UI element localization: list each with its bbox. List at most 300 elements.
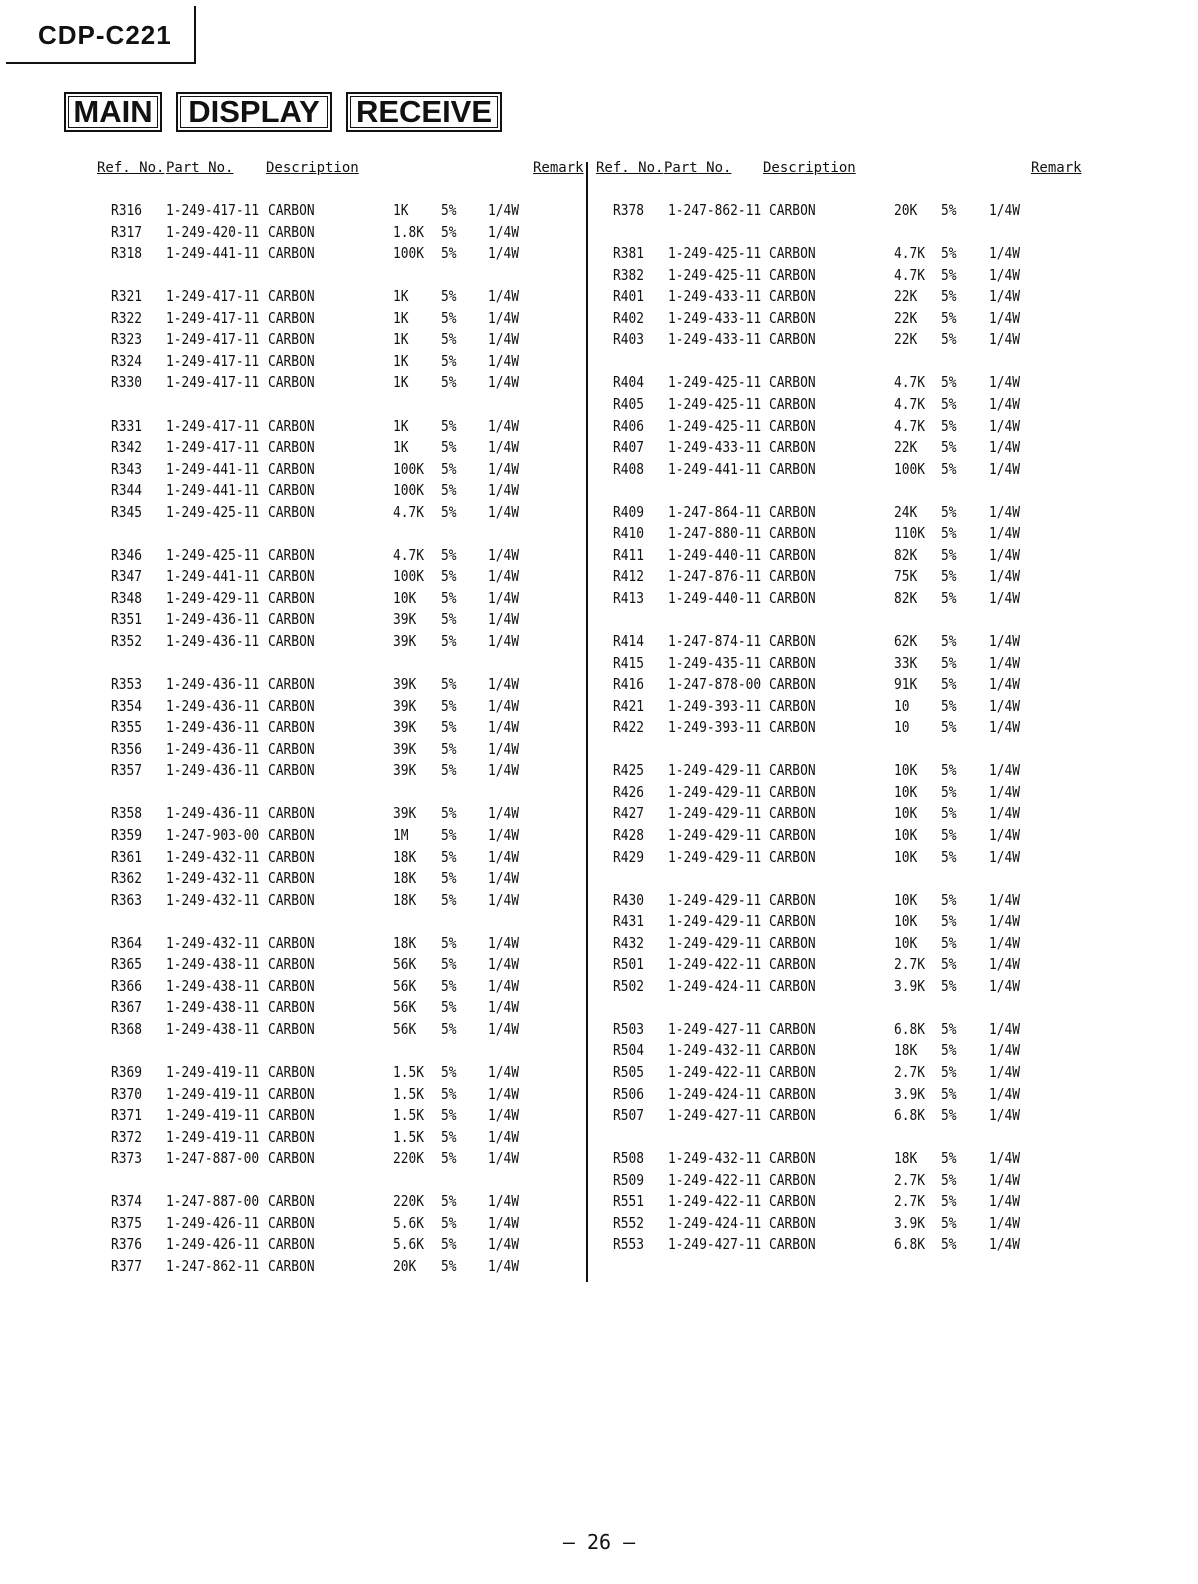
cell-value: 20K [894, 201, 918, 219]
cell-value: 110K [894, 524, 926, 543]
cell-value: 4.7K [894, 394, 926, 413]
cell-rating: 1/4W [989, 1084, 1021, 1103]
cell-rating: 1/4W [488, 588, 520, 607]
cell-part: 1-249-441-11 [166, 459, 260, 478]
cell-value: 10K [393, 588, 417, 607]
cell-desc: CARBON [268, 1019, 315, 1038]
cell-part: 1-249-419-11 [166, 1063, 260, 1081]
cell-ref: R508 [613, 1149, 645, 1168]
cell-part: 1-249-393-11 [668, 696, 762, 715]
cell-rating: 1/4W [989, 696, 1021, 715]
cell-part: 1-249-425-11 [668, 373, 762, 392]
cell-part: 1-249-422-11 [668, 1063, 762, 1081]
cell-rating: 1/4W [989, 330, 1021, 349]
header-description: Description [763, 160, 856, 176]
cell-rating: 1/4W [488, 847, 520, 866]
section-main: MAIN [64, 92, 162, 132]
cell-tol: 5% [941, 502, 957, 521]
cell-rating: 1/4W [989, 933, 1021, 952]
cell-tol: 5% [441, 459, 457, 478]
cell-tol: 5% [441, 308, 457, 327]
cell-tol: 5% [941, 675, 957, 694]
cell-ref: R381 [613, 244, 645, 263]
cell-desc: CARBON [769, 804, 816, 823]
cell-desc: CARBON [769, 933, 816, 952]
cell-value: 18K [393, 847, 417, 866]
cell-rating: 1/4W [989, 502, 1021, 521]
cell-rating: 1/4W [989, 438, 1021, 457]
cell-part: 1-249-427-11 [668, 1106, 762, 1125]
cell-value: 10K [894, 890, 918, 909]
cell-part: 1-249-417-11 [166, 416, 260, 435]
cell-tol: 5% [941, 524, 957, 543]
cell-desc: CARBON [268, 998, 315, 1017]
cell-tol: 5% [941, 201, 957, 219]
cell-tol: 5% [441, 869, 457, 888]
cell-ref: R345 [111, 502, 143, 521]
cell-desc: CARBON [268, 1084, 315, 1103]
header-description: Description [266, 160, 359, 176]
cell-value: 1.5K [393, 1063, 425, 1081]
cell-desc: CARBON [769, 373, 816, 392]
cell-ref: R331 [111, 416, 143, 435]
cell-part: 1-249-425-11 [668, 265, 762, 284]
cell-rating: 1/4W [488, 976, 520, 995]
cell-tol: 5% [941, 265, 957, 284]
cell-rating: 1/4W [989, 1149, 1021, 1168]
cell-ref: R362 [111, 869, 143, 888]
cell-ref: R375 [111, 1213, 143, 1232]
cell-rating: 1/4W [488, 438, 520, 457]
cell-part: 1-249-441-11 [166, 244, 260, 263]
cell-rating: 1/4W [488, 632, 520, 650]
cell-ref: R428 [613, 825, 645, 844]
cell-value: 1.5K [393, 1106, 425, 1125]
cell-part: 1-249-433-11 [668, 308, 762, 327]
cell-value: 10K [894, 825, 918, 844]
cell-rating: 1/4W [488, 890, 520, 909]
cell-ref: R553 [613, 1235, 645, 1254]
cell-tol: 5% [441, 739, 457, 758]
cell-tol: 5% [941, 1192, 957, 1211]
cell-tol: 5% [941, 416, 957, 435]
cell-part: 1-249-432-11 [668, 1149, 762, 1168]
cell-part: 1-249-429-11 [668, 847, 762, 866]
cell-ref: R412 [613, 567, 645, 586]
cell-value: 56K [393, 955, 417, 974]
cell-desc: CARBON [769, 847, 816, 866]
cell-desc: CARBON [268, 1106, 315, 1125]
cell-ref: R371 [111, 1106, 143, 1125]
cell-rating: 1/4W [989, 265, 1021, 284]
cell-desc: CARBON [268, 976, 315, 995]
cell-part: 1-249-417-11 [166, 201, 260, 219]
cell-tol: 5% [441, 567, 457, 586]
cell-ref: R415 [613, 653, 645, 672]
cell-tol: 5% [941, 459, 957, 478]
cell-rating: 1/4W [488, 869, 520, 888]
cell-ref: R347 [111, 567, 143, 586]
cell-value: 10K [894, 933, 918, 952]
cell-part: 1-249-429-11 [166, 588, 260, 607]
cell-ref: R351 [111, 610, 143, 629]
cell-ref: R376 [111, 1235, 143, 1254]
cell-value: 1.5K [393, 1084, 425, 1103]
cell-rating: 1/4W [989, 567, 1021, 586]
cell-rating: 1/4W [989, 675, 1021, 694]
cell-tol: 5% [441, 632, 457, 650]
cell-tol: 5% [441, 545, 457, 564]
cell-value: 100K [393, 481, 425, 500]
cell-tol: 5% [941, 976, 957, 995]
cell-ref: R356 [111, 739, 143, 758]
cell-part: 1-249-426-11 [166, 1235, 260, 1254]
cell-rating: 1/4W [488, 481, 520, 500]
cell-value: 6.8K [894, 1235, 926, 1254]
cell-desc: CARBON [268, 459, 315, 478]
cell-part: 1-249-425-11 [668, 416, 762, 435]
cell-ref: R372 [111, 1127, 143, 1146]
cell-value: 22K [894, 438, 918, 457]
cell-rating: 1/4W [488, 825, 520, 844]
cell-rating: 1/4W [488, 739, 520, 758]
cell-desc: CARBON [769, 825, 816, 844]
cell-desc: CARBON [268, 438, 315, 457]
cell-value: 100K [393, 567, 425, 586]
cell-part: 1-249-419-11 [166, 1084, 260, 1103]
cell-value: 39K [393, 632, 417, 650]
cell-rating: 1/4W [488, 1213, 520, 1232]
cell-rating: 1/4W [488, 998, 520, 1017]
cell-ref: R425 [613, 761, 645, 780]
cell-value: 3.9K [894, 1084, 926, 1103]
cell-desc: CARBON [268, 287, 315, 306]
cell-rating: 1/4W [488, 610, 520, 629]
cell-part: 1-249-438-11 [166, 998, 260, 1017]
cell-rating: 1/4W [989, 1019, 1021, 1038]
cell-part: 1-249-429-11 [668, 912, 762, 931]
cell-rating: 1/4W [989, 1106, 1021, 1125]
cell-value: 100K [894, 459, 926, 478]
cell-desc: CARBON [769, 696, 816, 715]
cell-ref: R370 [111, 1084, 143, 1103]
cell-desc: CARBON [769, 653, 816, 672]
cell-rating: 1/4W [989, 459, 1021, 478]
cell-part: 1-249-436-11 [166, 718, 260, 737]
cell-ref: R426 [613, 782, 645, 801]
cell-ref: R366 [111, 976, 143, 995]
cell-value: 62K [894, 632, 918, 650]
cell-desc: CARBON [268, 330, 315, 349]
cell-part: 1-249-417-11 [166, 287, 260, 306]
cell-tol: 5% [441, 438, 457, 457]
cell-rating: 1/4W [488, 567, 520, 586]
cell-ref: R382 [613, 265, 645, 284]
cell-value: 1K [393, 351, 409, 370]
cell-ref: R409 [613, 502, 645, 521]
cell-part: 1-249-432-11 [166, 890, 260, 909]
cell-part: 1-247-864-11 [668, 502, 762, 521]
cell-ref: R432 [613, 933, 645, 952]
cell-ref: R323 [111, 330, 143, 349]
cell-value: 1K [393, 330, 409, 349]
cell-rating: 1/4W [989, 1213, 1021, 1232]
cell-rating: 1/4W [989, 244, 1021, 263]
cell-tol: 5% [441, 1019, 457, 1038]
cell-value: 6.8K [894, 1019, 926, 1038]
cell-desc: CARBON [769, 524, 816, 543]
cell-desc: CARBON [769, 1106, 816, 1125]
cell-tol: 5% [941, 955, 957, 974]
cell-ref: R422 [613, 718, 645, 737]
cell-ref: R324 [111, 351, 143, 370]
cell-part: 1-249-436-11 [166, 632, 260, 650]
cell-part: 1-249-417-11 [166, 438, 260, 457]
cell-ref: R318 [111, 244, 143, 263]
cell-rating: 1/4W [989, 804, 1021, 823]
header-part: Part No. [664, 160, 732, 176]
cell-desc: CARBON [769, 459, 816, 478]
header-part: Part No. [166, 160, 234, 176]
cell-value: 39K [393, 761, 417, 780]
cell-tol: 5% [441, 1084, 457, 1103]
cell-tol: 5% [941, 1170, 957, 1189]
cell-ref: R342 [111, 438, 143, 457]
cell-desc: CARBON [268, 825, 315, 844]
cell-value: 4.7K [894, 244, 926, 263]
cell-tol: 5% [941, 890, 957, 909]
cell-tol: 5% [441, 933, 457, 952]
cell-ref: R501 [613, 955, 645, 974]
cell-desc: CARBON [769, 1084, 816, 1103]
cell-desc: CARBON [268, 244, 315, 263]
section-receive: RECEIVE [346, 92, 502, 132]
cell-ref: R430 [613, 890, 645, 909]
cell-rating: 1/4W [488, 1106, 520, 1125]
cell-tol: 5% [441, 201, 457, 219]
cell-ref: R429 [613, 847, 645, 866]
cell-value: 18K [894, 1041, 918, 1060]
cell-rating: 1/4W [989, 761, 1021, 780]
cell-part: 1-249-429-11 [668, 804, 762, 823]
cell-desc: CARBON [769, 416, 816, 435]
cell-rating: 1/4W [488, 502, 520, 521]
cell-desc: CARBON [769, 1235, 816, 1254]
cell-desc: CARBON [268, 1256, 315, 1275]
cell-part: 1-249-425-11 [166, 502, 260, 521]
cell-desc: CARBON [268, 416, 315, 435]
cell-desc: CARBON [268, 1235, 315, 1254]
cell-part: 1-249-424-11 [668, 1084, 762, 1103]
cell-desc: CARBON [769, 1041, 816, 1060]
cell-tol: 5% [441, 244, 457, 263]
cell-part: 1-249-436-11 [166, 739, 260, 758]
cell-value: 4.7K [894, 265, 926, 284]
cell-desc: CARBON [268, 201, 315, 219]
cell-desc: CARBON [268, 933, 315, 952]
cell-tol: 5% [941, 244, 957, 263]
cell-ref: R402 [613, 308, 645, 327]
cell-ref: R378 [613, 201, 645, 219]
cell-ref: R403 [613, 330, 645, 349]
cell-part: 1-249-417-11 [166, 373, 260, 392]
cell-value: 2.7K [894, 1192, 926, 1211]
cell-tol: 5% [941, 912, 957, 931]
cell-tol: 5% [441, 718, 457, 737]
column-divider [586, 162, 588, 1282]
cell-value: 6.8K [894, 1106, 926, 1125]
cell-value: 39K [393, 610, 417, 629]
cell-desc: CARBON [769, 912, 816, 931]
cell-ref: R322 [111, 308, 143, 327]
cell-part: 1-249-436-11 [166, 610, 260, 629]
cell-value: 100K [393, 244, 425, 263]
cell-rating: 1/4W [989, 847, 1021, 866]
cell-ref: R416 [613, 675, 645, 694]
cell-part: 1-249-440-11 [668, 545, 762, 564]
cell-desc: CARBON [769, 1213, 816, 1232]
cell-part: 1-249-417-11 [166, 351, 260, 370]
cell-desc: CARBON [769, 287, 816, 306]
cell-ref: R330 [111, 373, 143, 392]
cell-desc: CARBON [769, 438, 816, 457]
cell-value: 1M [393, 825, 409, 844]
cell-tol: 5% [941, 1084, 957, 1103]
cell-desc: CARBON [769, 545, 816, 564]
cell-desc: CARBON [268, 308, 315, 327]
cell-tol: 5% [441, 1256, 457, 1275]
cell-part: 1-249-417-11 [166, 330, 260, 349]
cell-value: 10K [894, 847, 918, 866]
cell-tol: 5% [941, 718, 957, 737]
cell-value: 33K [894, 653, 918, 672]
cell-ref: R401 [613, 287, 645, 306]
cell-rating: 1/4W [488, 1019, 520, 1038]
cell-tol: 5% [941, 782, 957, 801]
cell-rating: 1/4W [989, 588, 1021, 607]
cell-desc: CARBON [769, 718, 816, 737]
cell-desc: CARBON [769, 502, 816, 521]
cell-ref: R316 [111, 201, 143, 219]
cell-value: 10K [894, 804, 918, 823]
cell-value: 2.7K [894, 1170, 926, 1189]
cell-tol: 5% [441, 696, 457, 715]
cell-desc: CARBON [769, 394, 816, 413]
cell-tol: 5% [441, 761, 457, 780]
cell-rating: 1/4W [989, 1235, 1021, 1254]
cell-part: 1-249-419-11 [166, 1106, 260, 1125]
cell-part: 1-249-425-11 [668, 244, 762, 263]
cell-value: 20K [393, 1256, 417, 1275]
cell-desc: CARBON [268, 481, 315, 500]
cell-value: 1.8K [393, 222, 425, 241]
cell-value: 3.9K [894, 976, 926, 995]
cell-value: 22K [894, 287, 918, 306]
cell-ref: R507 [613, 1106, 645, 1125]
cell-ref: R363 [111, 890, 143, 909]
cell-desc: CARBON [769, 761, 816, 780]
cell-rating: 1/4W [989, 545, 1021, 564]
cell-value: 1K [393, 438, 409, 457]
cell-part: 1-249-425-11 [166, 545, 260, 564]
cell-ref: R413 [613, 588, 645, 607]
cell-tol: 5% [941, 1235, 957, 1254]
cell-part: 1-247-874-11 [668, 632, 762, 650]
cell-ref: R364 [111, 933, 143, 952]
cell-ref: R505 [613, 1063, 645, 1081]
cell-part: 1-249-438-11 [166, 955, 260, 974]
cell-tol: 5% [441, 481, 457, 500]
cell-rating: 1/4W [488, 373, 520, 392]
cell-part: 1-249-419-11 [166, 1127, 260, 1146]
cell-value: 39K [393, 739, 417, 758]
cell-rating: 1/4W [989, 524, 1021, 543]
cell-tol: 5% [441, 1063, 457, 1081]
cell-part: 1-249-441-11 [166, 481, 260, 500]
cell-desc: CARBON [268, 1149, 315, 1168]
cell-rating: 1/4W [488, 1149, 520, 1168]
cell-tol: 5% [941, 1019, 957, 1038]
cell-part: 1-249-426-11 [166, 1213, 260, 1232]
cell-part: 1-249-441-11 [668, 459, 762, 478]
cell-part: 1-249-422-11 [668, 955, 762, 974]
cell-rating: 1/4W [488, 1256, 520, 1275]
cell-desc: CARBON [268, 222, 315, 241]
cell-ref: R348 [111, 588, 143, 607]
cell-rating: 1/4W [488, 222, 520, 241]
cell-tol: 5% [941, 308, 957, 327]
cell-rating: 1/4W [488, 955, 520, 974]
cell-ref: R431 [613, 912, 645, 931]
cell-tol: 5% [941, 588, 957, 607]
header-ref: Ref. No. [97, 160, 165, 176]
cell-rating: 1/4W [488, 545, 520, 564]
cell-rating: 1/4W [488, 675, 520, 694]
cell-tol: 5% [441, 610, 457, 629]
cell-ref: R373 [111, 1149, 143, 1168]
cell-ref: R552 [613, 1213, 645, 1232]
cell-tol: 5% [441, 847, 457, 866]
header-remark: Remark [1031, 160, 1082, 176]
cell-tol: 5% [441, 1213, 457, 1232]
cell-rating: 1/4W [989, 1170, 1021, 1189]
cell-rating: 1/4W [488, 696, 520, 715]
cell-tol: 5% [941, 847, 957, 866]
cell-ref: R551 [613, 1192, 645, 1211]
section-display: DISPLAY [176, 92, 332, 132]
cell-value: 3.9K [894, 1213, 926, 1232]
cell-ref: R352 [111, 632, 143, 650]
cell-desc: CARBON [268, 761, 315, 780]
cell-part: 1-249-441-11 [166, 567, 260, 586]
cell-tol: 5% [941, 567, 957, 586]
cell-ref: R354 [111, 696, 143, 715]
header-remark: Remark [533, 160, 584, 176]
cell-value: 39K [393, 675, 417, 694]
cell-value: 22K [894, 330, 918, 349]
cell-rating: 1/4W [488, 1063, 520, 1081]
cell-value: 56K [393, 976, 417, 995]
cell-value: 1K [393, 373, 409, 392]
cell-rating: 1/4W [989, 912, 1021, 931]
cell-part: 1-249-420-11 [166, 222, 260, 241]
cell-desc: CARBON [769, 244, 816, 263]
cell-rating: 1/4W [989, 373, 1021, 392]
cell-ref: R414 [613, 632, 645, 650]
cell-tol: 5% [441, 222, 457, 241]
cell-desc: CARBON [268, 1063, 315, 1081]
cell-desc: CARBON [769, 1170, 816, 1189]
